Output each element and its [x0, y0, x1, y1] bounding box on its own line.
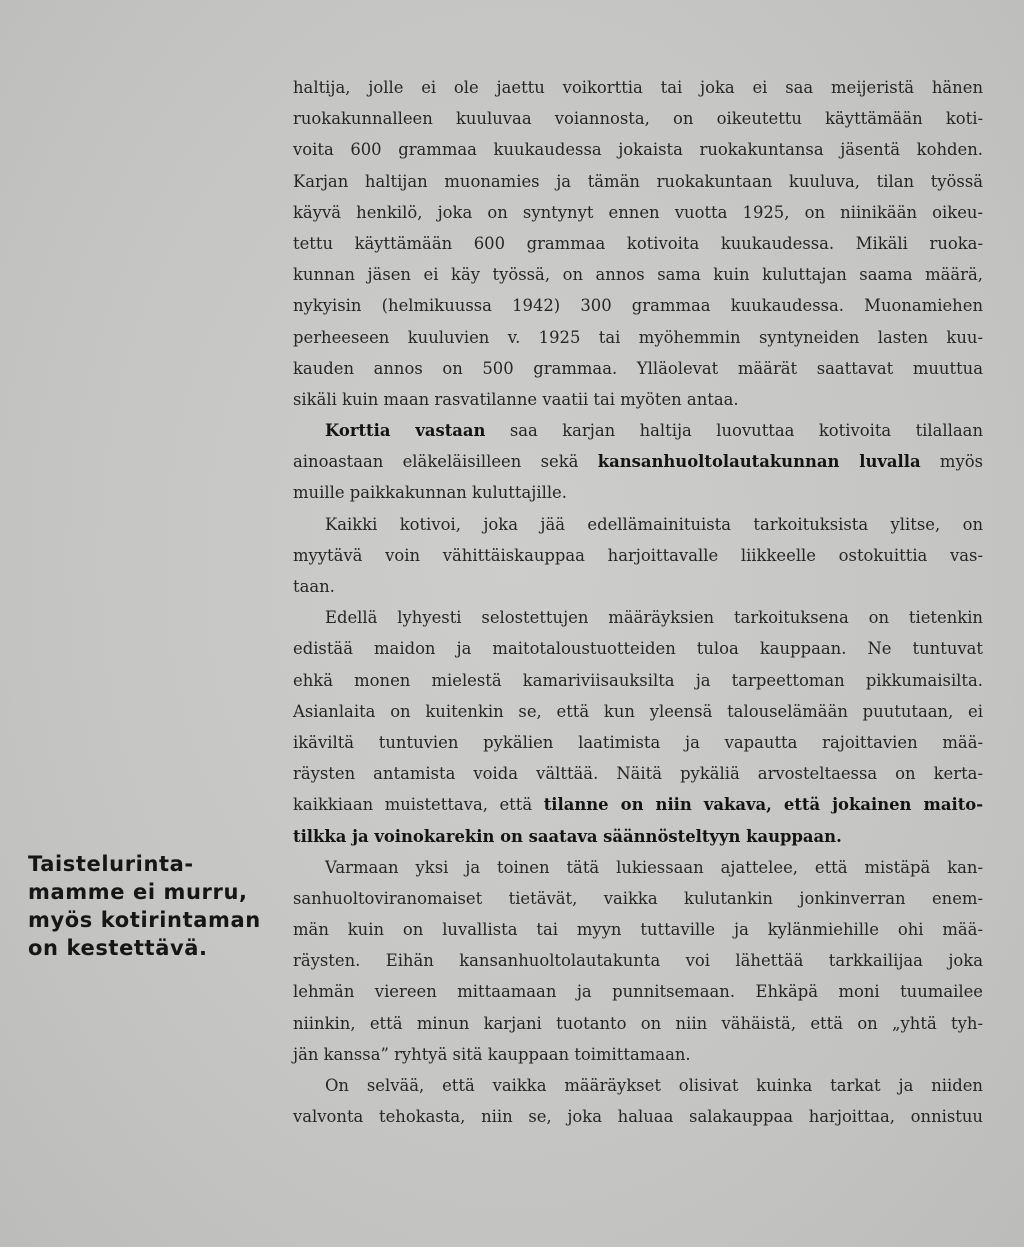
bold-phrase: tilanne on niin vakava, että jokainen maito- — [543, 795, 983, 815]
text-line: taan. — [293, 577, 335, 596]
slogan-line: mamme ei murru, — [28, 880, 248, 904]
text-line: niinkin, että minun karjani tuotanto on niin vähäistä, että on „yhtä tyh- — [293, 1013, 983, 1033]
text-line: nykyisin (helmikuussa 1942) 300 grammaa kuukaudessa. Muonamiehen — [293, 296, 983, 316]
bold-phrase: Korttia vastaan — [325, 421, 486, 441]
text-line — [293, 446, 983, 477]
text-line: ehkä monen mielestä kamariviisauksilta ja tarpeettoman pikkumaisilta. — [293, 670, 983, 690]
text-line: räysten. Eihän kansanhuoltolautakunta voi lähettää tarkkailijaa joka — [293, 951, 983, 971]
text-run: ainoastaan eläkeläisilleen sekä — [293, 452, 598, 472]
text-line: perheeseen kuuluvien v. 1925 tai myöhemmin syntyneiden lasten kuu- — [293, 327, 983, 347]
margin-slogan — [28, 850, 278, 962]
text-line: edistää maidon ja maitotaloustuotteiden tuloa kauppaan. Ne tuntuvat — [293, 639, 983, 659]
text-line: On selvää, että vaikka määräykset olisivat kuinka tarkat ja niiden — [325, 1076, 983, 1095]
article-body — [293, 72, 983, 1132]
text-line: Kaikki kotivoi, joka jää edellämainituista tarkoituksista ylitse, on — [325, 514, 983, 534]
text-run: myös — [920, 452, 984, 472]
slogan-line: myös kotirintaman — [28, 908, 261, 932]
text-run: kaikkiaan muistettava, että — [293, 795, 544, 815]
text-line: sikäli kuin maan rasvatilanne vaatii tai myöten antaa. — [293, 389, 739, 409]
text-line: ikäviltä tuntuvien pykälien laatimista ja vapautta rajoittavien mää- — [293, 732, 983, 752]
text-line — [293, 415, 983, 446]
text-line: män kuin on luvallista tai myyn tuttaville ja kylänmiehille ohi mää- — [293, 920, 983, 940]
text-line: ruokakunnalleen kuuluvaa voiannosta, on oikeutettu käyttämään koti- — [293, 109, 983, 129]
text-line: Asianlaita on kuitenkin se, että kun yleensä talouselämään puututaan, ei — [293, 701, 983, 721]
text-line: kauden annos on 500 grammaa. Ylläolevat määrät saattavat muuttua — [293, 358, 983, 378]
text-line: räysten antamista voida välttää. Näitä pykäliä arvosteltaessa on kerta- — [293, 764, 983, 784]
text-line: haltija, jolle ei ole jaettu voikorttia tai joka ei saa meijeristä hänen — [293, 78, 983, 97]
text-line: Karjan haltijan muonamies ja tämän ruokakuntaan kuuluva, tilan työssä — [293, 171, 983, 191]
text-line: lehmän viereen mittaamaan ja punnitsemaan. Ehkäpä moni tuumailee — [293, 982, 983, 1002]
text-line: muille paikkakunnan kuluttajille. — [293, 483, 567, 503]
slogan-line: on kestettävä. — [28, 936, 208, 960]
text-line: valvonta tehokasta, niin se, joka haluaa salakauppaa harjoittaa, onnistuu — [293, 1107, 983, 1127]
text-line — [293, 789, 983, 820]
bold-phrase: tilkka ja voinokarekin on saatava säännösteltyyn kauppaan. — [293, 826, 842, 846]
text-line: Edellä lyhyesti selostettujen määräyksien tarkoituksena on tietenkin — [325, 608, 983, 628]
text-line: käyvä henkilö, joka on syntynyt ennen vuotta 1925, on niinikään oikeu- — [293, 202, 983, 222]
text-line: sanhuoltoviranomaiset tietävät, vaikka kulutankin jonkinverran enem- — [293, 888, 983, 908]
text-line: Varmaan yksi ja toinen tätä lukiessaan ajattelee, että mistäpä kan- — [325, 857, 983, 877]
text-line: jän kanssa” ryhtyä sitä kauppaan toimittamaan. — [293, 1044, 691, 1064]
slogan-line: Taistelurinta- — [28, 852, 194, 876]
text-line — [293, 821, 983, 852]
text-line: kunnan jäsen ei käy työssä, on annos sama kuin kuluttajan saama määrä, — [293, 265, 983, 285]
text-run: saa karjan haltija luovuttaa kotivoita tilallaan — [485, 421, 984, 441]
bold-phrase: kansanhuoltolautakunnan luvalla — [597, 452, 921, 472]
text-line: tettu käyttämään 600 grammaa kotivoita kuukaudessa. Mikäli ruoka- — [293, 233, 983, 253]
text-line: myytävä voin vähittäiskauppaa harjoittavalle liikkeelle ostokuittia vas- — [293, 545, 983, 565]
text-line: voita 600 grammaa kuukaudessa jokaista ruokakuntansa jäsentä kohden. — [293, 140, 983, 160]
